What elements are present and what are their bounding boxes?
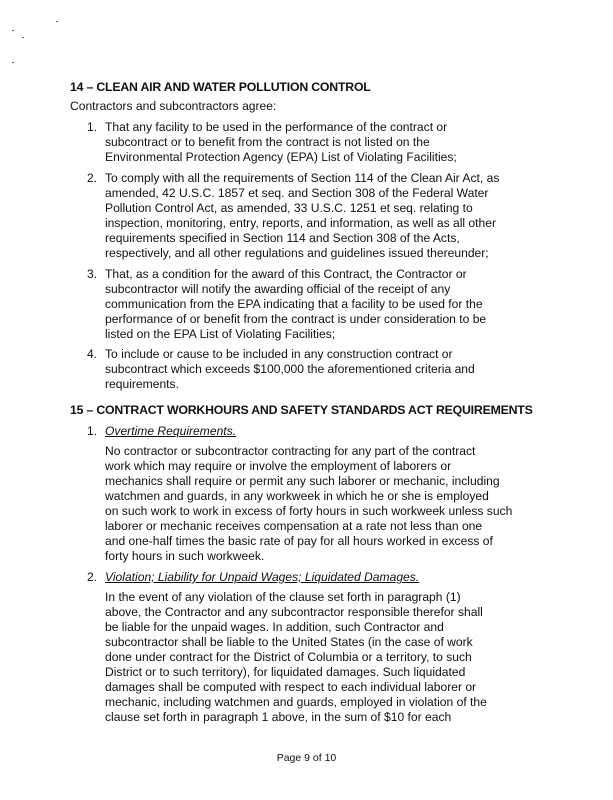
- text-line: District or to such territory), for liquidated damages. Such liquidated: [105, 665, 466, 679]
- text-line: performance of or benefit from the contract is under consideration to be: [105, 312, 487, 326]
- item-title: Overtime Requirements.: [105, 424, 237, 438]
- item-body: [105, 120, 457, 165]
- text-line: That, as a condition for the award of this Contract, the Contractor or: [105, 267, 467, 281]
- text-line: To comply with all the requirements of Section 114 of the Clean Air Act, as: [105, 171, 500, 185]
- text-line: No contractor or subcontractor contracting for any part of the contract: [105, 444, 476, 458]
- text-line: Pollution Control Act, as amended, 33 U.S.C. 1251 et seq. relating to: [105, 201, 473, 215]
- item-number: 2.: [87, 171, 98, 185]
- text-line: laborer or mechanic receives compensation at a rate not less than one: [105, 519, 483, 533]
- text-line: That any facility to be used in the performance of the contract or: [105, 120, 448, 134]
- text-line: above, the Contractor and any subcontractor responsible therefor shall: [105, 605, 483, 619]
- text-line: subcontract which exceeds $100,000 the aforementioned criteria and: [105, 362, 475, 376]
- item-number: 4.: [87, 347, 98, 361]
- item-body: [105, 570, 487, 725]
- page-number: Page 9 of 10: [276, 752, 337, 764]
- text-line: clause set forth in paragraph 1 above, in the sum of $10 for each: [105, 710, 452, 724]
- item-body: [105, 424, 512, 564]
- section-14-heading: 14 – CLEAN AIR AND WATER POLLUTION CONTROL: [70, 80, 371, 94]
- text-line: on such work to work in excess of forty hours in such workweek unless such: [105, 504, 513, 518]
- item-title: Violation; Liability for Unpaid Wages; Liquidated Damages.: [105, 570, 420, 584]
- text-line: requirements specified in Section 114 and Section 308 of the Acts,: [105, 231, 460, 245]
- item-number: 1.: [87, 120, 98, 134]
- scan-speck: [12, 62, 14, 63]
- text-line: be liable for the unpaid wages. In addition, such Contractor and: [105, 620, 444, 634]
- section-14-intro: Contractors and subcontractors agree:: [70, 99, 277, 113]
- text-line: Environmental Protection Agency (EPA) List of Violating Facilities;: [105, 150, 457, 164]
- item-number: 3.: [87, 267, 98, 281]
- text-line: listed on the EPA List of Violating Facilities;: [105, 327, 336, 341]
- text-line: work which may require or involve the employment of laborers or: [105, 459, 452, 473]
- text-line: subcontract or to benefit from the contract is not listed on the: [105, 135, 430, 149]
- section-15-heading: 15 – CONTRACT WORKHOURS AND SAFETY STANDARDS ACT REQUIREMENTS: [70, 403, 533, 417]
- item-body: [105, 171, 499, 261]
- text-line: inspection, monitoring, entry, reports, and information, as well as all other: [105, 216, 496, 230]
- text-line: mechanics shall require or permit any such laborer or mechanic, including: [105, 474, 500, 488]
- scan-speck: [22, 37, 24, 38]
- text-line: In the event of any violation of the clause set forth in paragraph (1): [105, 590, 461, 604]
- text-line: and one-half times the basic rate of pay for all hours worked in excess of: [105, 534, 493, 548]
- text-line: watchmen and guards, in any workweek in which he or she is employed: [105, 489, 489, 503]
- item-body: [105, 347, 475, 392]
- text-line: To include or cause to be included in any construction contract or: [105, 347, 453, 361]
- text-line: communication from the EPA indicating that a facility to be used for the: [105, 297, 483, 311]
- text-line: respectively, and all other regulations and guidelines issued thereunder;: [105, 246, 489, 260]
- text-line: amended, 42 U.S.C. 1857 et seq. and Section 308 of the Federal Water: [105, 186, 489, 200]
- text-line: mechanic, including watchmen and guards, employed in violation of the: [105, 695, 487, 709]
- scan-speck: [12, 30, 14, 31]
- text-line: damages shall be computed with respect to each individual laborer or: [105, 680, 477, 694]
- item-number: 2.: [87, 570, 98, 584]
- scan-speck: [56, 21, 58, 22]
- text-line: subcontractor will notify the awarding official of the receipt of any: [105, 282, 451, 296]
- item-number: 1.: [87, 424, 98, 438]
- text-line: done under contract for the District of Columbia or a territory, to such: [105, 650, 472, 664]
- text-line: forty hours in such workweek.: [105, 549, 265, 563]
- text-line: requirements.: [105, 377, 179, 391]
- text-line: subcontractor shall be liable to the United States (in the case of work: [105, 635, 473, 649]
- item-body: [105, 267, 486, 342]
